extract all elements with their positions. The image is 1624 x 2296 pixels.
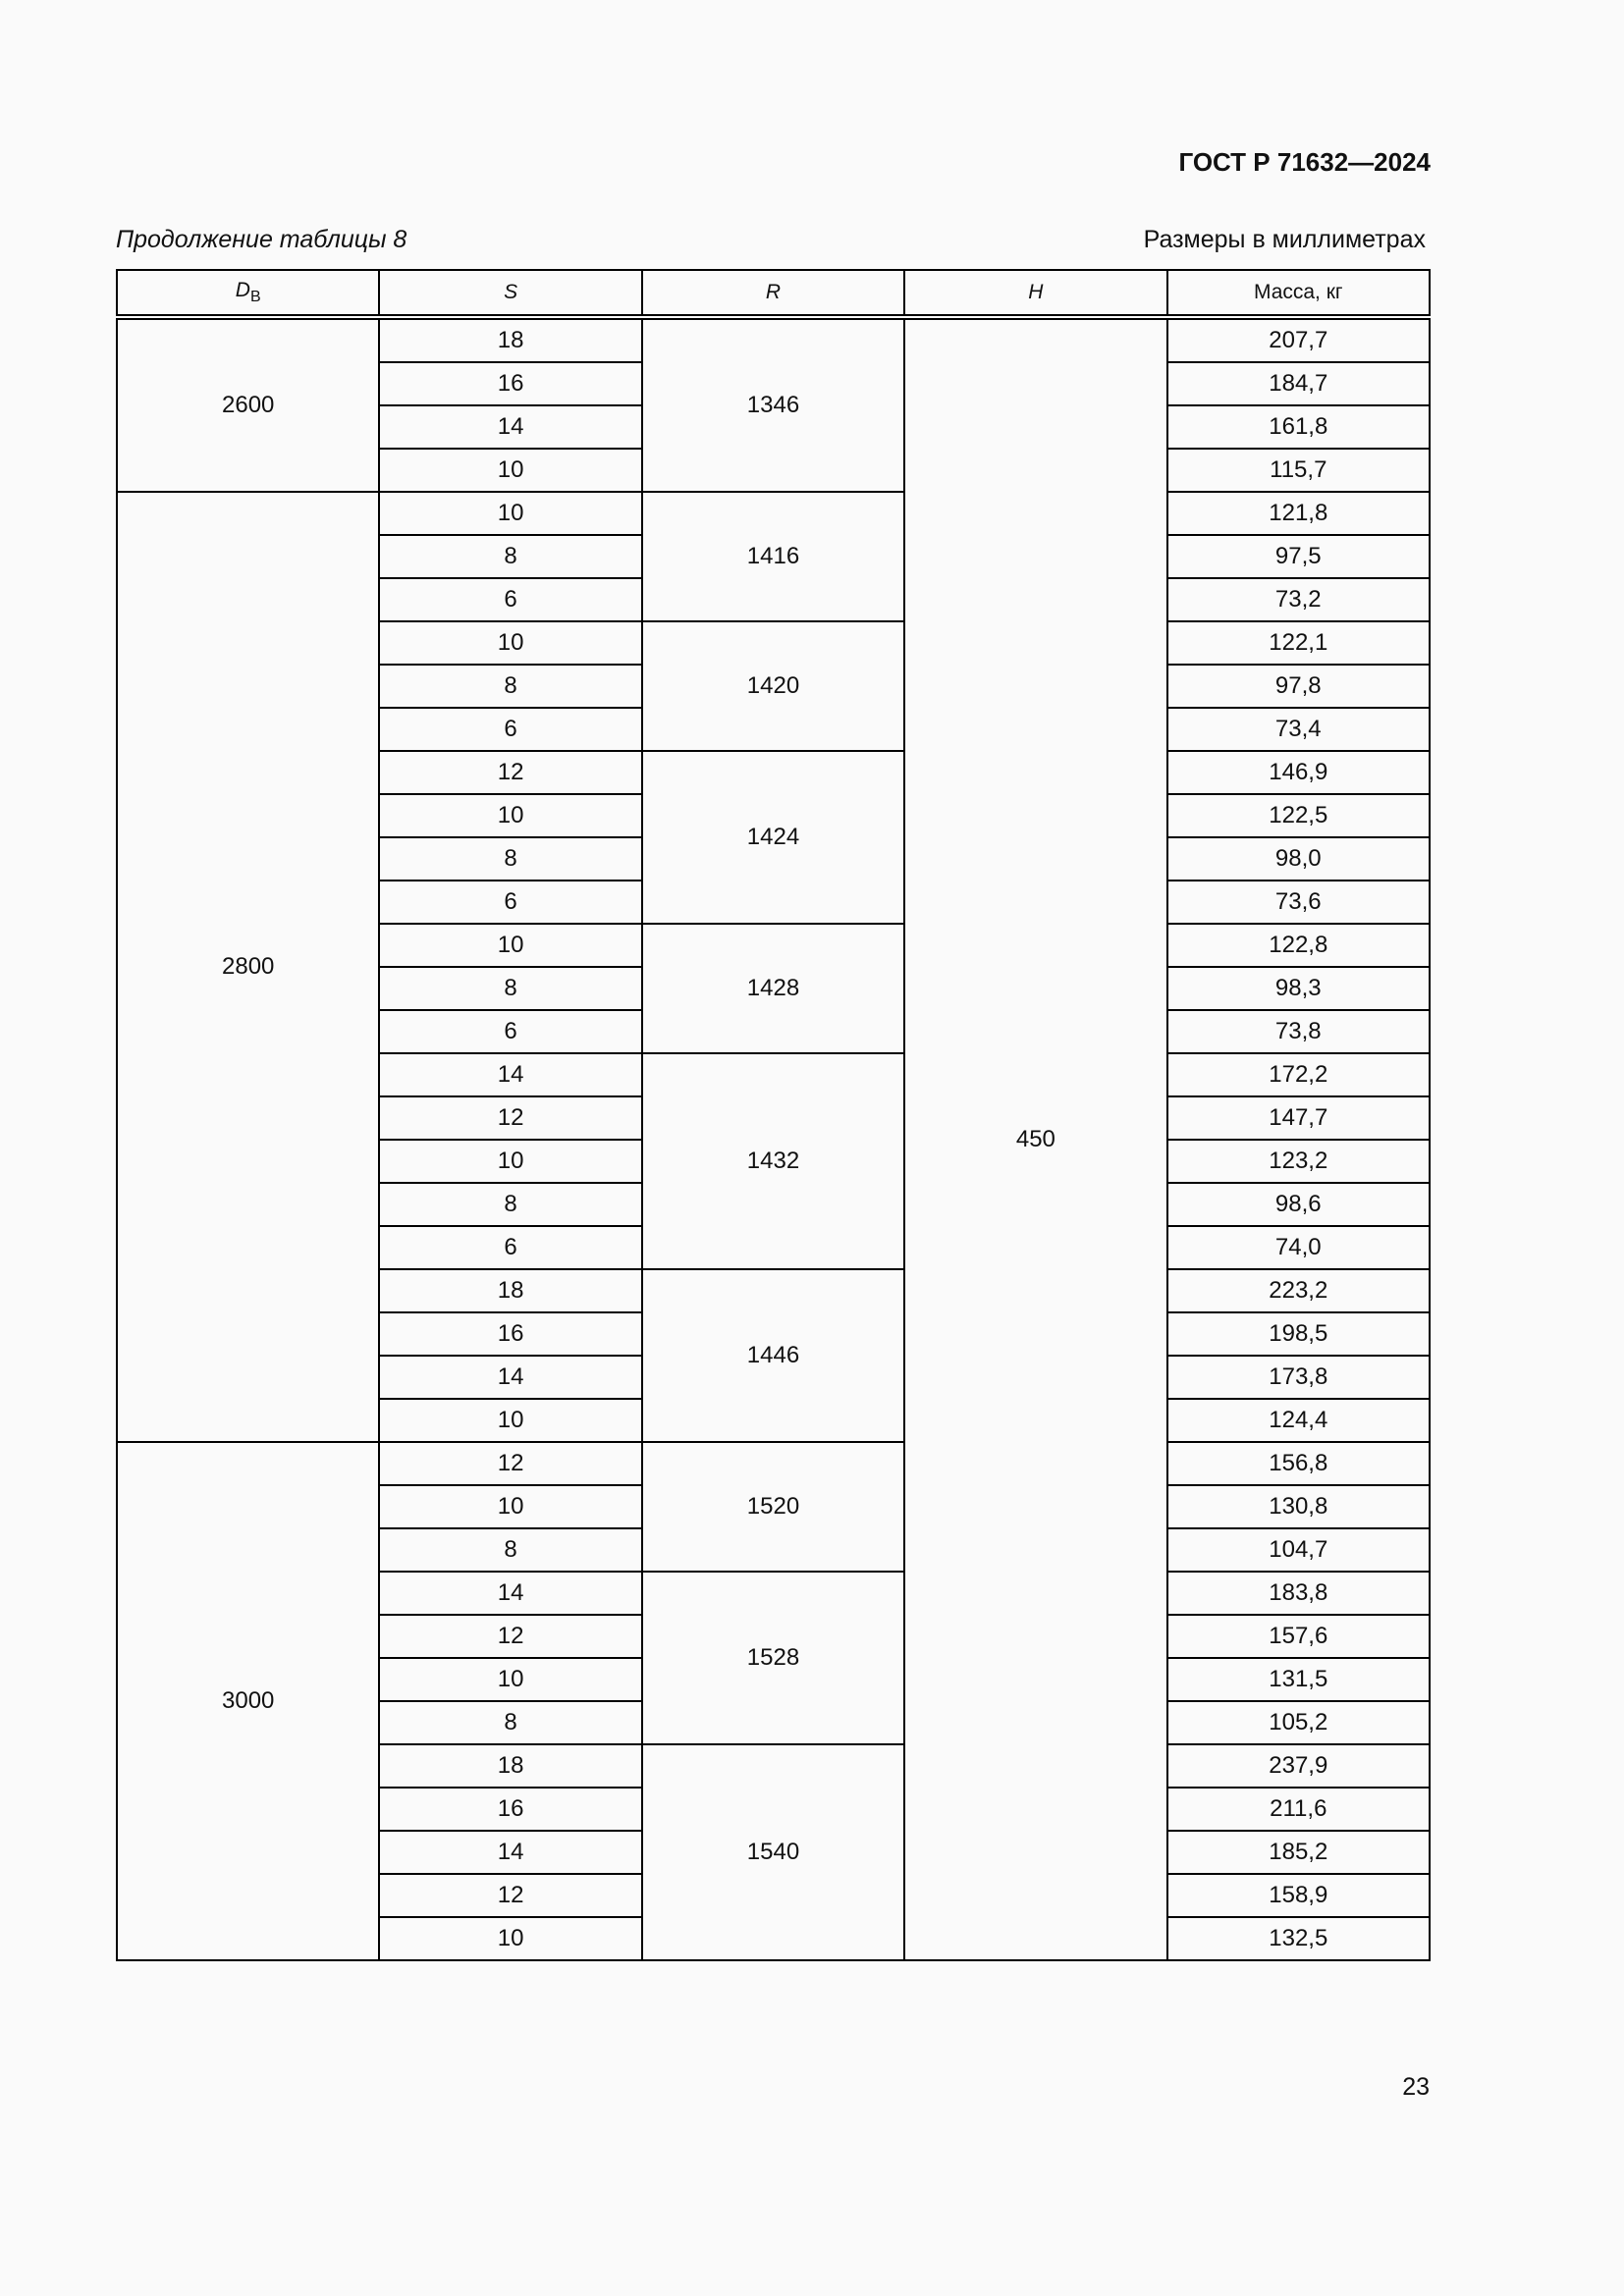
- cell-mass: 97,5: [1167, 535, 1430, 578]
- cell-r: 1432: [642, 1053, 904, 1269]
- cell-r: 1528: [642, 1572, 904, 1744]
- cell-s: 12: [379, 1442, 641, 1485]
- column-header-d-label: D: [235, 278, 250, 301]
- cell-d: 2600: [117, 317, 379, 492]
- cell-mass: 173,8: [1167, 1356, 1430, 1399]
- cell-mass: 185,2: [1167, 1831, 1430, 1874]
- cell-s: 10: [379, 449, 641, 492]
- cell-mass: 124,4: [1167, 1399, 1430, 1442]
- cell-mass: 98,3: [1167, 967, 1430, 1010]
- cell-mass: 73,8: [1167, 1010, 1430, 1053]
- cell-mass: 198,5: [1167, 1312, 1430, 1356]
- table-row: [117, 1442, 1430, 1485]
- cell-s: 6: [379, 881, 641, 924]
- table-caption: Продолжение таблицы 8: [116, 226, 407, 253]
- cell-s: 16: [379, 362, 641, 405]
- column-header-d-subscript: В: [249, 289, 261, 306]
- cell-s: 6: [379, 1010, 641, 1053]
- cell-s: 12: [379, 1096, 641, 1140]
- cell-mass: 122,8: [1167, 924, 1430, 967]
- cell-s: 14: [379, 405, 641, 449]
- cell-s: 18: [379, 1269, 641, 1312]
- table-row: [117, 492, 1430, 535]
- cell-mass: 184,7: [1167, 362, 1430, 405]
- cell-mass: 97,8: [1167, 665, 1430, 708]
- cell-mass: 131,5: [1167, 1658, 1430, 1701]
- cell-s: 10: [379, 1917, 641, 1960]
- cell-s: 14: [379, 1053, 641, 1096]
- cell-mass: 130,8: [1167, 1485, 1430, 1528]
- cell-s: 12: [379, 1874, 641, 1917]
- cell-r: 1520: [642, 1442, 904, 1572]
- cell-mass: 157,6: [1167, 1615, 1430, 1658]
- cell-r: 1428: [642, 924, 904, 1053]
- cell-s: 8: [379, 967, 641, 1010]
- dimensions-table: [116, 269, 1431, 1961]
- cell-s: 6: [379, 708, 641, 751]
- cell-s: 14: [379, 1831, 641, 1874]
- cell-s: 14: [379, 1356, 641, 1399]
- cell-r: 1416: [642, 492, 904, 621]
- cell-r: 1540: [642, 1744, 904, 1960]
- units-note: Размеры в миллиметрах: [1143, 226, 1426, 253]
- table-row: [117, 317, 1430, 362]
- cell-s: 8: [379, 535, 641, 578]
- cell-d: 2800: [117, 492, 379, 1442]
- cell-s: 10: [379, 1140, 641, 1183]
- column-header-s: S: [379, 270, 641, 317]
- column-header-mass: Масса, кг: [1167, 270, 1430, 317]
- cell-r: 1420: [642, 621, 904, 751]
- cell-s: 8: [379, 1701, 641, 1744]
- cell-r: 1346: [642, 317, 904, 492]
- cell-mass: 105,2: [1167, 1701, 1430, 1744]
- cell-s: 16: [379, 1312, 641, 1356]
- cell-mass: 73,4: [1167, 708, 1430, 751]
- cell-r: 1424: [642, 751, 904, 924]
- cell-mass: 207,7: [1167, 317, 1430, 362]
- cell-h: 450: [904, 317, 1166, 1960]
- cell-s: 6: [379, 1226, 641, 1269]
- cell-mass: 161,8: [1167, 405, 1430, 449]
- cell-s: 8: [379, 665, 641, 708]
- document-code: ГОСТ Р 71632—2024: [1178, 147, 1431, 177]
- cell-mass: 73,6: [1167, 881, 1430, 924]
- cell-mass: 73,2: [1167, 578, 1430, 621]
- cell-mass: 237,9: [1167, 1744, 1430, 1788]
- column-header-d: [117, 270, 379, 317]
- cell-mass: 74,0: [1167, 1226, 1430, 1269]
- cell-mass: 211,6: [1167, 1788, 1430, 1831]
- cell-s: 10: [379, 1485, 641, 1528]
- cell-s: 10: [379, 794, 641, 837]
- cell-s: 6: [379, 578, 641, 621]
- cell-s: 10: [379, 1399, 641, 1442]
- cell-mass: 147,7: [1167, 1096, 1430, 1140]
- table-header-row: [117, 270, 1430, 317]
- cell-s: 10: [379, 1658, 641, 1701]
- cell-s: 12: [379, 751, 641, 794]
- cell-d: 3000: [117, 1442, 379, 1960]
- cell-mass: 104,7: [1167, 1528, 1430, 1572]
- cell-mass: 146,9: [1167, 751, 1430, 794]
- page-number: 23: [1402, 2073, 1430, 2101]
- cell-s: 14: [379, 1572, 641, 1615]
- cell-mass: 98,0: [1167, 837, 1430, 881]
- table-body: [117, 317, 1430, 1960]
- cell-mass: 172,2: [1167, 1053, 1430, 1096]
- cell-s: 18: [379, 1744, 641, 1788]
- cell-s: 10: [379, 924, 641, 967]
- cell-mass: 223,2: [1167, 1269, 1430, 1312]
- cell-mass: 132,5: [1167, 1917, 1430, 1960]
- cell-mass: 122,5: [1167, 794, 1430, 837]
- cell-s: 10: [379, 492, 641, 535]
- cell-s: 8: [379, 1183, 641, 1226]
- cell-s: 10: [379, 621, 641, 665]
- cell-s: 8: [379, 837, 641, 881]
- cell-s: 18: [379, 317, 641, 362]
- cell-r: 1446: [642, 1269, 904, 1442]
- cell-s: 12: [379, 1615, 641, 1658]
- cell-mass: 158,9: [1167, 1874, 1430, 1917]
- column-header-h: H: [904, 270, 1166, 317]
- column-header-r: R: [642, 270, 904, 317]
- cell-mass: 156,8: [1167, 1442, 1430, 1485]
- cell-s: 8: [379, 1528, 641, 1572]
- cell-mass: 122,1: [1167, 621, 1430, 665]
- cell-mass: 183,8: [1167, 1572, 1430, 1615]
- cell-mass: 123,2: [1167, 1140, 1430, 1183]
- cell-s: 16: [379, 1788, 641, 1831]
- cell-mass: 121,8: [1167, 492, 1430, 535]
- cell-mass: 115,7: [1167, 449, 1430, 492]
- cell-mass: 98,6: [1167, 1183, 1430, 1226]
